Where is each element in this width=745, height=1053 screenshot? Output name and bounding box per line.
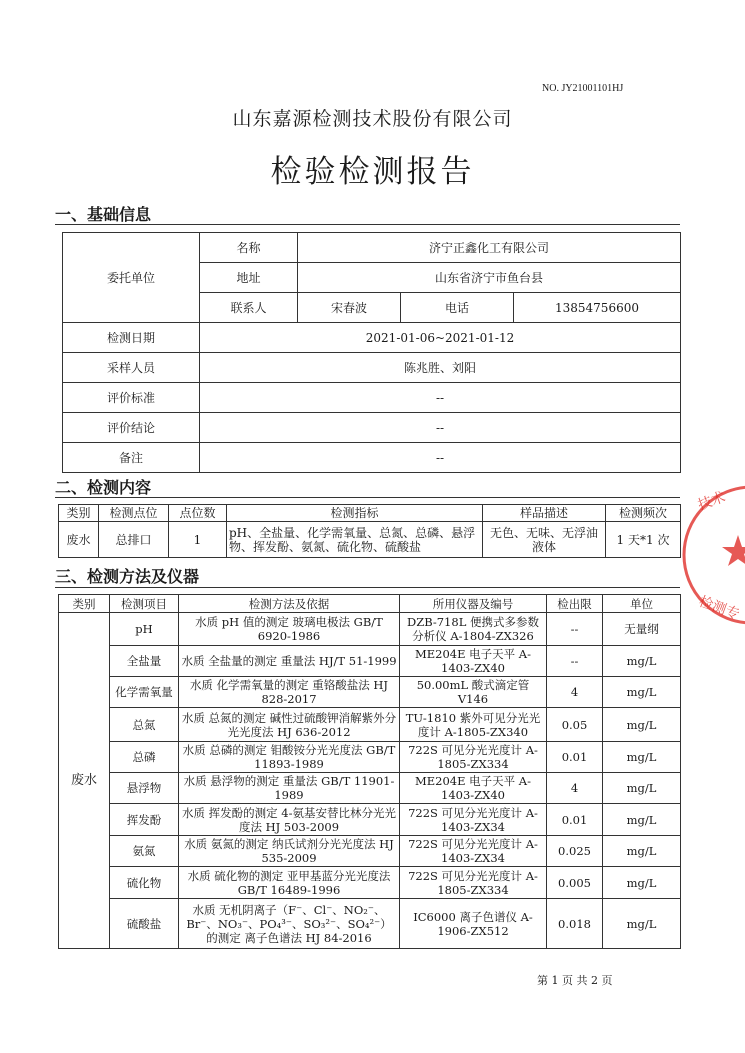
methods-limit-cell: -- (547, 646, 603, 677)
content-cell: 1 天*1 次 (606, 522, 681, 558)
methods-unit-cell: mg/L (603, 804, 681, 836)
methods-unit-cell: mg/L (603, 867, 681, 899)
methods-unit-cell: mg/L (603, 899, 681, 949)
methods-method-cell: 水质 总氮的测定 碱性过硫酸钾消解紫外分光光度法 HJ 636-2012 (179, 708, 400, 742)
methods-limit-cell: 0.025 (547, 836, 603, 867)
content-cell: pH、全盐量、化学需氧量、总氮、总磷、悬浮物、挥发酚、氨氮、硫化物、硫酸盐 (227, 522, 483, 558)
methods-unit-cell: 无量纲 (603, 613, 681, 646)
conclusion-value: -- (200, 413, 681, 443)
methods-method-cell: 水质 硫化物的测定 亚甲基蓝分光光度法 GB/T 16489-1996 (179, 867, 400, 899)
methods-item-cell: 总磷 (110, 742, 179, 773)
phone-label: 电话 (401, 293, 514, 323)
content-cell: 1 (169, 522, 227, 558)
methods-row (59, 867, 681, 899)
methods-header-cell: 所用仪器及编号 (400, 595, 547, 613)
methods-instrument-cell: 722S 可见分光光度计 A-1403-ZX34 (400, 836, 547, 867)
seal-stamp (680, 480, 745, 630)
methods-header-cell: 检测方法及依据 (179, 595, 400, 613)
content-cell: 无色、无味、无浮油液体 (483, 522, 606, 558)
methods-header-cell: 类别 (59, 595, 110, 613)
methods-row (59, 708, 681, 742)
content-header-cell: 点位数 (169, 505, 227, 522)
methods-limit-cell: 0.05 (547, 708, 603, 742)
content-header-cell: 检测频次 (606, 505, 681, 522)
content-header-cell: 样品描述 (483, 505, 606, 522)
client-label: 委托单位 (63, 233, 200, 323)
methods-row (59, 613, 681, 646)
sampler-label: 采样人员 (63, 353, 200, 383)
methods-row (59, 836, 681, 867)
methods-item-cell: 全盐量 (110, 646, 179, 677)
methods-item-cell: 化学需氧量 (110, 677, 179, 708)
methods-limit-cell: 0.005 (547, 867, 603, 899)
standard-value: -- (200, 383, 681, 413)
methods-method-cell: 水质 悬浮物的测定 重量法 GB/T 11901-1989 (179, 773, 400, 804)
methods-unit-cell: mg/L (603, 836, 681, 867)
methods-item-cell: 挥发酚 (110, 804, 179, 836)
methods-limit-cell: 0.01 (547, 804, 603, 836)
section-basic-title: 一、基础信息 (55, 205, 152, 224)
content-table (58, 504, 681, 558)
section-divider (55, 224, 680, 225)
content-header-cell: 类别 (59, 505, 99, 522)
methods-instrument-cell: TU-1810 紫外可见分光光度计 A-1805-ZX340 (400, 708, 547, 742)
section-content-title: 二、检测内容 (55, 478, 152, 497)
methods-method-cell: 水质 总磷的测定 钼酸铵分光光度法 GB/T 11893-1989 (179, 742, 400, 773)
report-number: NO. JY21001101HJ (542, 83, 624, 94)
methods-header-cell: 检测项目 (110, 595, 179, 613)
methods-limit-cell: -- (547, 613, 603, 646)
name-label: 名称 (200, 233, 298, 263)
svg-text:检测专: 检测专 (696, 593, 742, 624)
section-divider (55, 497, 680, 498)
methods-item-cell: 硫酸盐 (110, 899, 179, 949)
methods-method-cell: 水质 全盐量的测定 重量法 HJ/T 51-1999 (179, 646, 400, 677)
contact-label: 联系人 (200, 293, 298, 323)
methods-row (59, 804, 681, 836)
date-label: 检测日期 (63, 323, 200, 353)
content-header-cell: 检测指标 (227, 505, 483, 522)
methods-limit-cell: 4 (547, 677, 603, 708)
address-value: 山东省济宁市鱼台县 (298, 263, 681, 293)
conclusion-label: 评价结论 (63, 413, 200, 443)
date-value: 2021-01-06~2021-01-12 (200, 323, 681, 353)
page-number: 第 1 页 共 2 页 (537, 974, 613, 987)
methods-instrument-cell: 50.00mL 酸式滴定管 V146 (400, 677, 547, 708)
methods-method-cell: 水质 挥发酚的测定 4-氨基安替比林分光光度法 HJ 503-2009 (179, 804, 400, 836)
remark-value: -- (200, 443, 681, 473)
methods-row (59, 646, 681, 677)
methods-header-cell: 单位 (603, 595, 681, 613)
methods-header-cell: 检出限 (547, 595, 603, 613)
sampler-value: 陈兆胜、刘阳 (200, 353, 681, 383)
methods-row (59, 899, 681, 949)
methods-instrument-cell: IC6000 离子色谱仪 A-1906-ZX512 (400, 899, 547, 949)
methods-limit-cell: 0.01 (547, 742, 603, 773)
svg-text:技术: 技术 (695, 489, 728, 514)
methods-unit-cell: mg/L (603, 742, 681, 773)
methods-instrument-cell: 722S 可见分光光度计 A-1805-ZX334 (400, 742, 547, 773)
report-title: 检验检测报告 (270, 154, 475, 190)
methods-instrument-cell: 722S 可见分光光度计 A-1805-ZX334 (400, 867, 547, 899)
basic-info-table (62, 232, 681, 473)
company-name: 山东嘉源检测技术股份有限公司 (232, 108, 513, 130)
methods-unit-cell: mg/L (603, 708, 681, 742)
address-label: 地址 (200, 263, 298, 293)
methods-limit-cell: 4 (547, 773, 603, 804)
methods-instrument-cell: 722S 可见分光光度计 A-1403-ZX34 (400, 804, 547, 836)
remark-label: 备注 (63, 443, 200, 473)
methods-unit-cell: mg/L (603, 677, 681, 708)
content-header-cell: 检测点位 (99, 505, 169, 522)
methods-table (58, 594, 681, 949)
phone-value: 13854756600 (514, 293, 681, 323)
methods-unit-cell: mg/L (603, 646, 681, 677)
section-methods-title: 三、检测方法及仪器 (55, 567, 200, 586)
methods-item-cell: 氨氮 (110, 836, 179, 867)
methods-unit-cell: mg/L (603, 773, 681, 804)
methods-item-cell: 悬浮物 (110, 773, 179, 804)
methods-row (59, 742, 681, 773)
methods-method-cell: 水质 无机阴离子（F⁻、Cl⁻、NO₂⁻、Br⁻、NO₃⁻、PO₄³⁻、SO₃²⁻、SO₄²⁻）的测定 离子色谱法 HJ 84-2016 (179, 899, 400, 949)
methods-limit-cell: 0.018 (547, 899, 603, 949)
section-divider (55, 587, 680, 588)
methods-instrument-cell: ME204E 电子天平 A-1403-ZX40 (400, 646, 547, 677)
methods-instrument-cell: ME204E 电子天平 A-1403-ZX40 (400, 773, 547, 804)
methods-item-cell: 硫化物 (110, 867, 179, 899)
methods-item-cell: 总氮 (110, 708, 179, 742)
methods-instrument-cell: DZB-718L 便携式多参数分析仪 A-1804-ZX326 (400, 613, 547, 646)
methods-method-cell: 水质 化学需氧量的测定 重铬酸盐法 HJ 828-2017 (179, 677, 400, 708)
methods-method-cell: 水质 氨氮的测定 纳氏试剂分光光度法 HJ 535-2009 (179, 836, 400, 867)
methods-row (59, 677, 681, 708)
methods-item-cell: pH (110, 613, 179, 646)
content-cell: 废水 (59, 522, 99, 558)
methods-method-cell: 水质 pH 值的测定 玻璃电极法 GB/T 6920-1986 (179, 613, 400, 646)
name-value: 济宁正鑫化工有限公司 (298, 233, 681, 263)
contact-value: 宋春波 (298, 293, 401, 323)
methods-row (59, 773, 681, 804)
standard-label: 评价标准 (63, 383, 200, 413)
methods-category: 废水 (59, 613, 110, 949)
content-cell: 总排口 (99, 522, 169, 558)
